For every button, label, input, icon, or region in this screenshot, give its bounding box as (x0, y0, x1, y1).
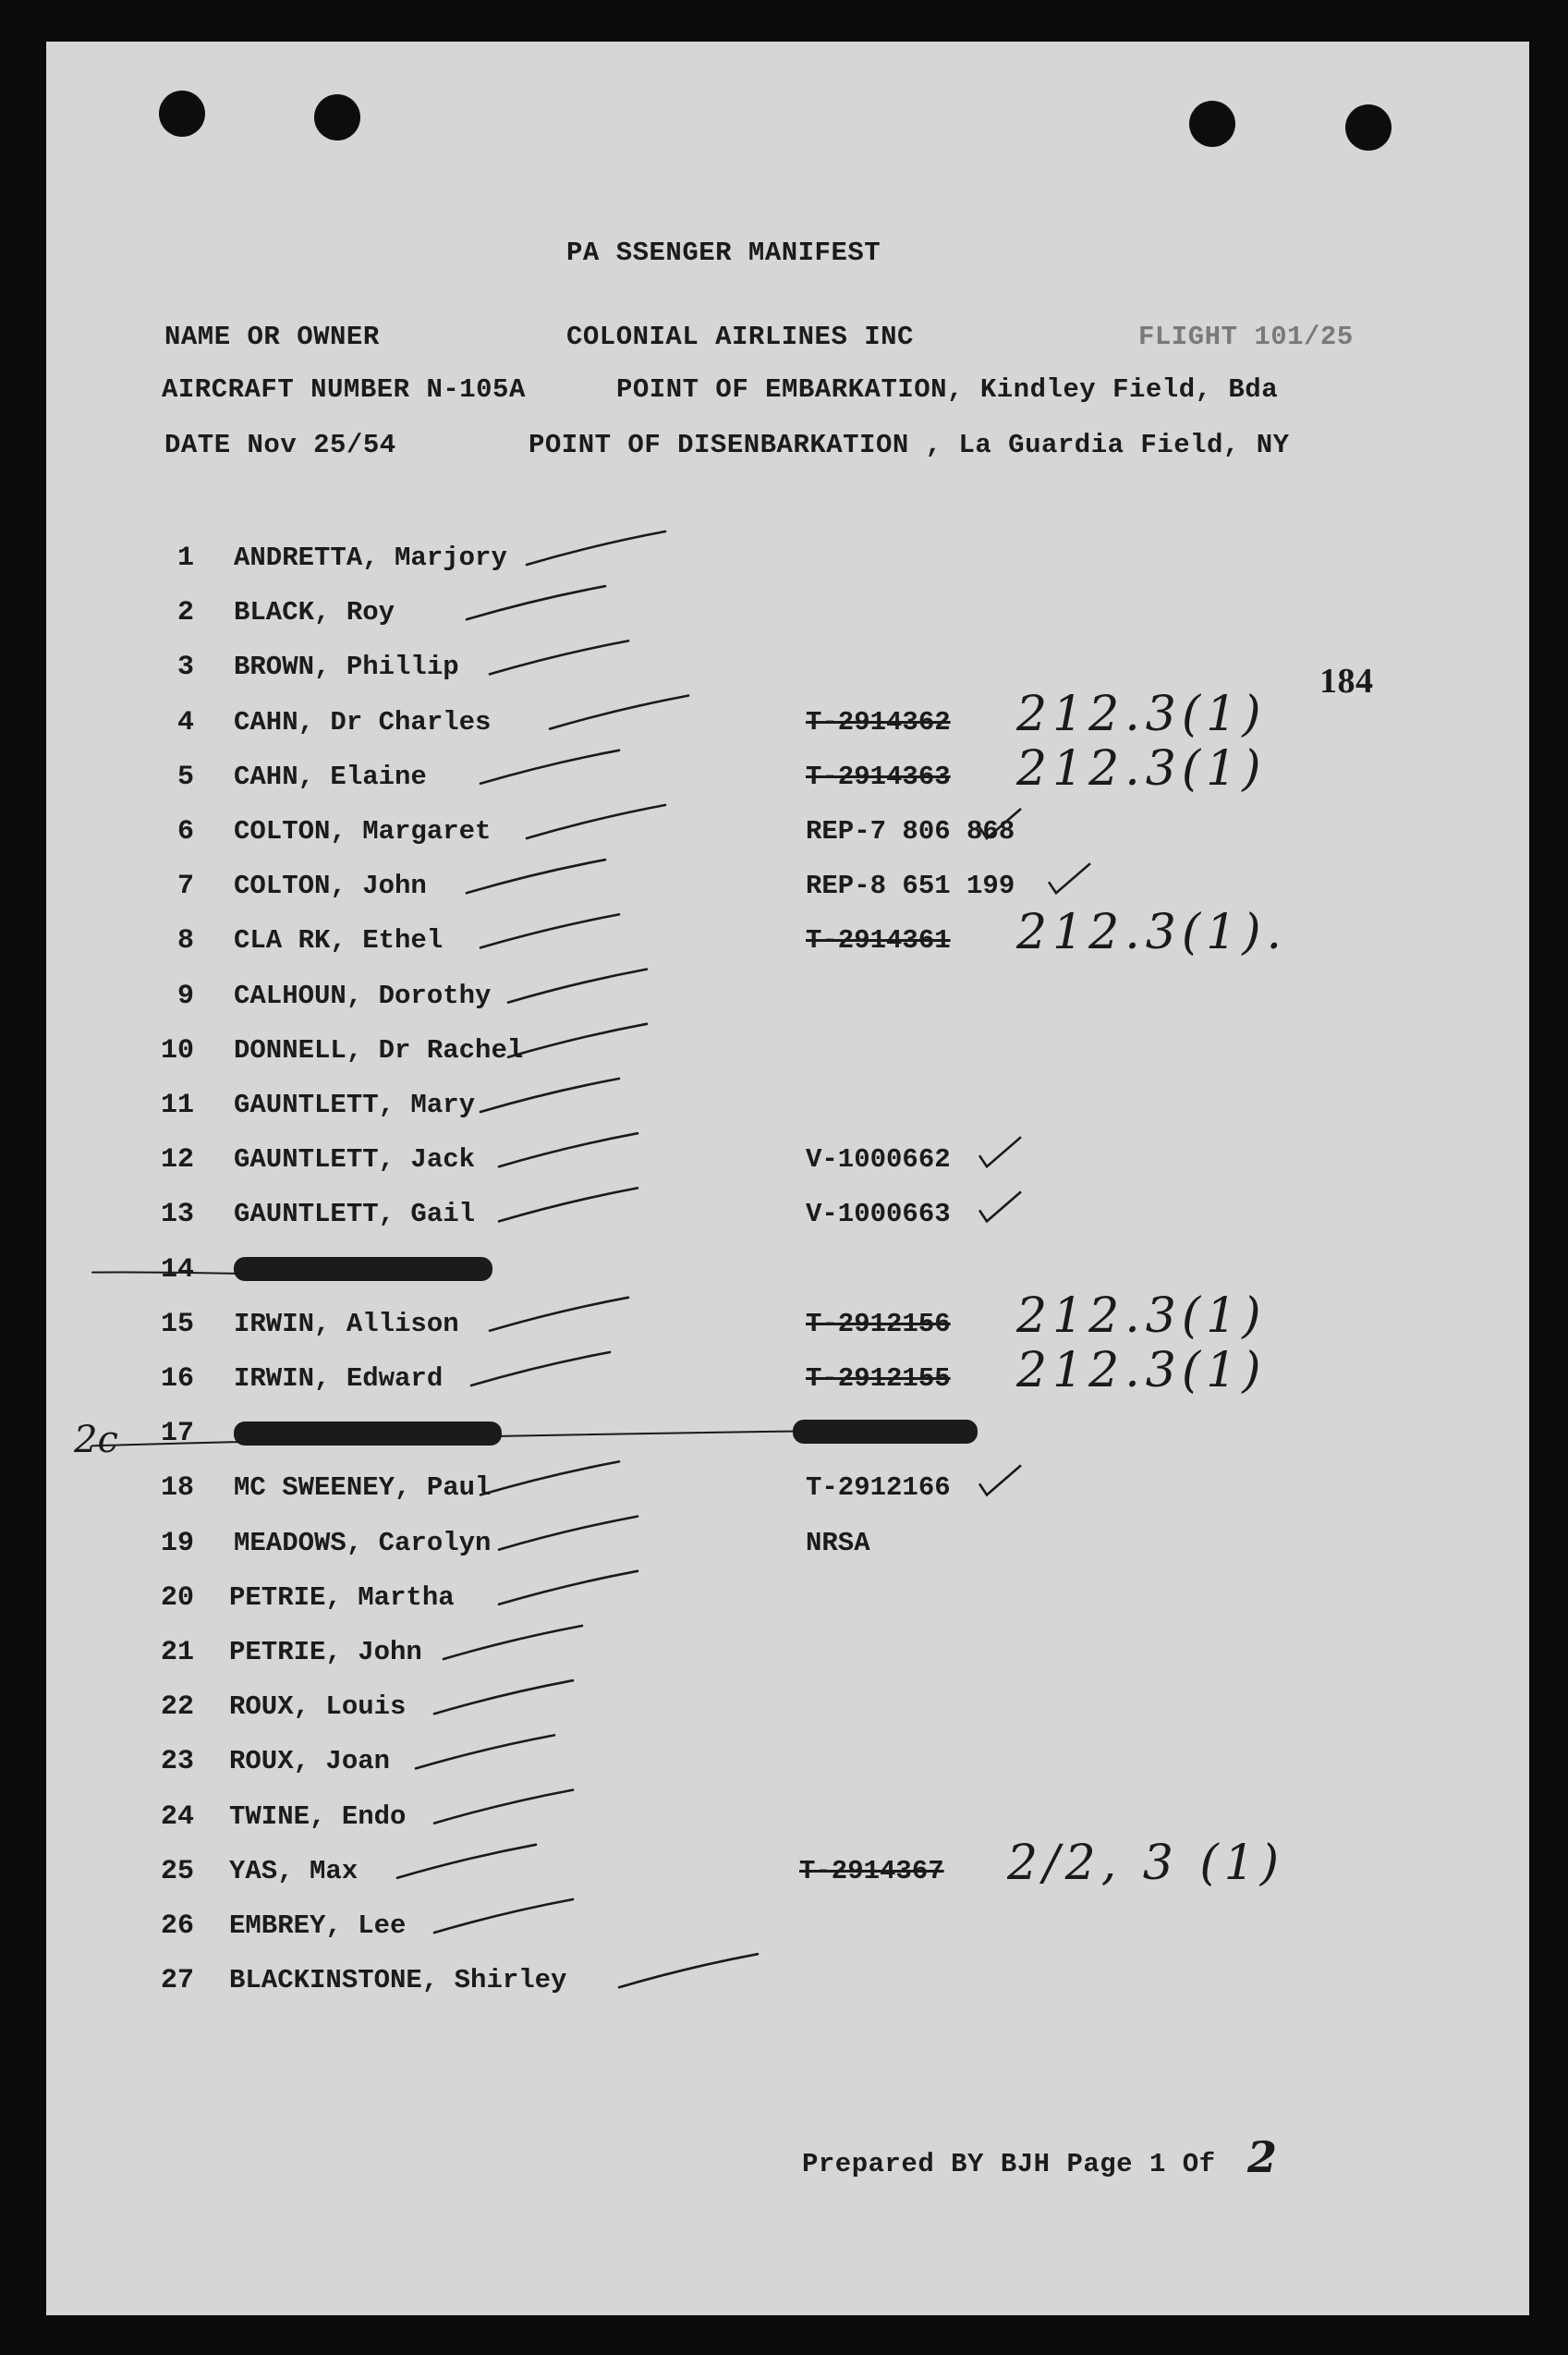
row-number: 13 (160, 1199, 194, 1231)
tick-line (499, 1517, 638, 1550)
punch-hole (159, 91, 205, 137)
margin-note: 2c (74, 1419, 118, 1461)
handwritten-note: 2/2, 3 (1) (1007, 1835, 1285, 1891)
passenger-name: BROWN, Phillip (234, 652, 459, 683)
travel-document: T-2914361 (806, 925, 951, 957)
row-number: 26 (160, 1910, 194, 1942)
passenger-name: CLA RK, Ethel (234, 925, 444, 957)
owner-label: NAME OR OWNER (164, 322, 380, 352)
flight-number: FLIGHT 101/25 (1138, 322, 1354, 352)
tick-line (397, 1845, 536, 1878)
passenger-name: CAHN, Dr Charles (234, 706, 492, 738)
passenger-name (234, 1254, 492, 1285)
tick-line (416, 1735, 554, 1768)
tick-line (527, 531, 665, 565)
row-number: 12 (160, 1144, 194, 1177)
check-mark (1049, 863, 1090, 893)
tick-line (467, 586, 605, 619)
passenger-name: MC SWEENEY, Paul (234, 1472, 492, 1504)
travel-document: V-1000663 (806, 1199, 951, 1230)
punch-hole (1189, 101, 1235, 147)
tick-line (480, 1079, 619, 1112)
travel-document: V-1000662 (806, 1144, 951, 1176)
row-number: 15 (160, 1308, 194, 1340)
tick-line (434, 1680, 573, 1714)
passenger-name: IRWIN, Allison (234, 1308, 459, 1339)
row-number: 25 (160, 1855, 194, 1887)
tick-line (499, 1133, 638, 1166)
row-number: 19 (160, 1527, 194, 1559)
row-number: 16 (160, 1363, 194, 1395)
tick-line (467, 860, 605, 893)
passenger-name: CAHN, Elaine (234, 761, 427, 792)
redaction-mark (793, 1420, 978, 1444)
row-number: 2 (176, 597, 194, 629)
passenger-name: ROUX, Louis (229, 1691, 407, 1723)
point-of-disembarkation: POINT OF DISENBARKATION , La Guardia Field, NY (529, 430, 1290, 460)
owner-value: COLONIAL AIRLINES INC (566, 322, 914, 352)
passenger-name: COLTON, Margaret (234, 816, 492, 847)
passenger-name: DONNELL, Dr Rachel (234, 1034, 524, 1066)
passenger-name: ANDRETTA, Marjory (234, 543, 507, 573)
passenger-name: GAUNTLETT, Gail (234, 1199, 476, 1230)
tick-line (480, 914, 619, 947)
passenger-name: COLTON, John (234, 871, 427, 902)
travel-document: T-2912166 (806, 1472, 951, 1504)
travel-document: T-2912155 (806, 1363, 951, 1394)
check-mark (979, 1137, 1021, 1166)
tick-line (444, 1626, 582, 1659)
row-number: 3 (176, 652, 194, 684)
row-number: 5 (176, 761, 194, 793)
tick-line (480, 750, 619, 784)
handwritten-note: 212.3(1). (1016, 905, 1288, 961)
row-number: 4 (176, 706, 194, 738)
handwritten-note: 212.3(1) (1016, 740, 1267, 797)
passenger-name (234, 1418, 502, 1448)
row-number: 14 (160, 1253, 194, 1286)
passenger-name: PETRIE, Martha (229, 1581, 455, 1613)
row-number: 20 (160, 1581, 194, 1614)
travel-document: T-2912156 (806, 1308, 951, 1339)
row-number: 7 (176, 871, 194, 903)
travel-document: REP-8 651 199 (806, 871, 1015, 902)
manifest-page (46, 42, 1529, 2315)
row-number: 9 (176, 980, 194, 1012)
prepared-by: Prepared BY BJH Page 1 Of (802, 2149, 1216, 2179)
passenger-name: CALHOUN, Dorothy (234, 980, 492, 1011)
passenger-name: GAUNTLETT, Jack (234, 1144, 476, 1176)
total-pages: 2 (1247, 2132, 1278, 2182)
passenger-name: PETRIE, John (229, 1637, 422, 1667)
redaction-mark (234, 1422, 502, 1446)
travel-document: NRSA (806, 1527, 870, 1558)
passenger-name: MEADOWS, Carolyn (234, 1527, 492, 1558)
tick-line (471, 1352, 610, 1385)
tick-line (490, 641, 628, 674)
row-number: 1 (176, 543, 194, 574)
point-of-embarkation: POINT OF EMBARKATION, Kindley Field, Bda (616, 374, 1279, 405)
aircraft-number: AIRCRAFT NUMBER N-105A (162, 374, 526, 405)
tick-line (508, 970, 647, 1003)
row-number: 8 (176, 925, 194, 958)
row-number: 11 (160, 1090, 194, 1121)
travel-document: T-2914367 (799, 1855, 944, 1886)
row-number: 23 (160, 1746, 194, 1778)
tick-line (434, 1899, 573, 1933)
check-mark (979, 1191, 1021, 1221)
row-number: 21 (160, 1637, 194, 1668)
row-number: 24 (160, 1800, 194, 1833)
passenger-name: BLACK, Roy (234, 597, 395, 628)
row-number: 10 (160, 1034, 194, 1067)
check-mark (979, 1465, 1021, 1495)
row-number: 17 (160, 1418, 194, 1450)
stamp-number: 184 (1319, 662, 1374, 701)
tick-line (527, 805, 665, 838)
passenger-name: BLACKINSTONE, Shirley (229, 1965, 567, 1996)
passenger-name: YAS, Max (229, 1855, 359, 1886)
tick-line (550, 696, 688, 729)
row-number: 27 (160, 1965, 194, 1997)
row-number: 6 (176, 816, 194, 848)
travel-document: T-2914363 (806, 761, 951, 792)
passenger-name: TWINE, Endo (229, 1800, 407, 1832)
passenger-name: EMBREY, Lee (229, 1910, 407, 1941)
handwritten-note: 212.3(1) (1016, 686, 1267, 742)
tick-line (508, 1024, 647, 1057)
passenger-name: IRWIN, Edward (234, 1363, 444, 1394)
page-title: PA SSENGER MANIFEST (566, 238, 881, 268)
tick-line (499, 1188, 638, 1221)
passenger-name: GAUNTLETT, Mary (234, 1090, 476, 1120)
travel-document: T-2914362 (806, 706, 951, 738)
row-number: 18 (160, 1472, 194, 1505)
tick-line (490, 1298, 628, 1331)
handwritten-note: 212.3(1) (1016, 1287, 1267, 1344)
tick-line (499, 1571, 638, 1605)
tick-line (480, 1461, 619, 1495)
punch-hole (1345, 104, 1392, 151)
row-number: 22 (160, 1691, 194, 1724)
tick-line (619, 1954, 758, 1987)
handwritten-note: 212.3(1) (1016, 1343, 1267, 1398)
tick-line (434, 1790, 573, 1824)
travel-document: REP-7 806 868 (806, 816, 1015, 847)
punch-hole (314, 94, 360, 140)
redaction-mark (234, 1257, 492, 1281)
passenger-name: ROUX, Joan (229, 1746, 391, 1777)
flight-date: DATE Nov 25/54 (164, 430, 396, 460)
